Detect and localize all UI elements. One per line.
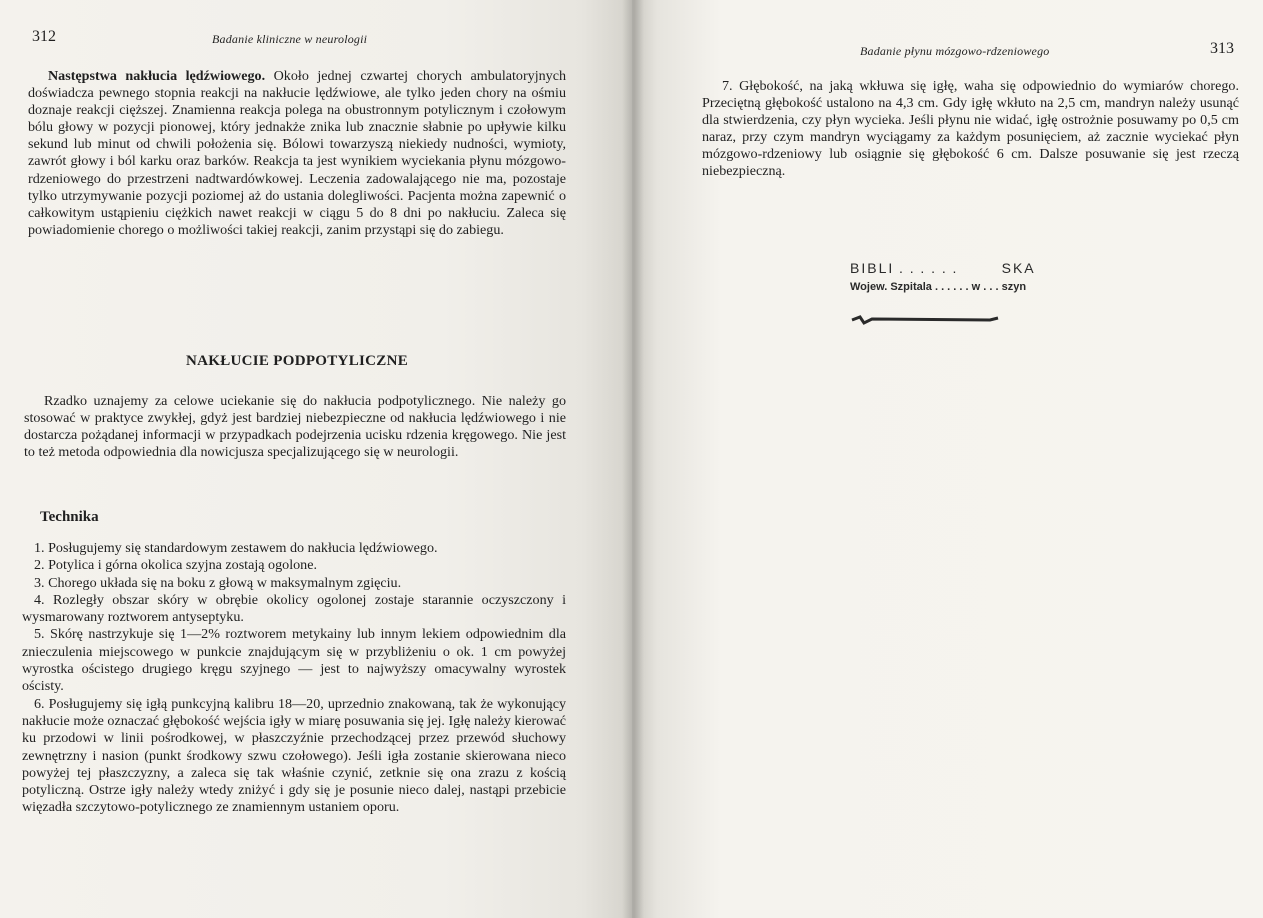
page-number-right: 313	[1210, 40, 1234, 57]
steps-list	[22, 540, 566, 817]
running-head-left: Badanie kliniczne w neurologii	[212, 32, 368, 46]
page-number-left: 312	[32, 28, 56, 45]
step7-paragraph	[702, 78, 1239, 181]
intro-paragraph	[28, 68, 566, 239]
technique-steps	[22, 540, 566, 817]
stamp-line-2: Wojew. Szpitala . . . . . . w . . . szyn	[850, 281, 1027, 293]
step-item: 4. Rozległy obszar skóry w obrębie okolicy ogolonej zostaje starannie oczyszczony i wysmarowany roztworem antyseptyku.	[22, 591, 566, 626]
stamp-underline	[850, 314, 1000, 326]
library-stamp	[850, 256, 1060, 336]
intro-text: Około jednej czwartej chorych ambulatoryjnych doświadcza pewnego stopnia reakcji na nakłucie lędźwiowe, ale tylko jeden chory na ośmiu doznaje reakcji cięższej. Znamienna reakcja polega na obustronnym potylicznym i czołowym bólu głowy w pozycji pionowej, który jednakże znika lub znacznie słabnie po upływie kilku sekund lub minut od chwili położenia się. Bólowi towarzyszą niekiedy nudności, wymioty, zawrót głowy i ból karku oraz barków. Reakcja ta jest wynikiem wyciekania płynu mózgowo-rdzeniowego do przestrzeni nadtwardówkowej. Leczenia zadowalającego nie ma, pozostaje tylko utrzymywanie pozycji poziomej aż do ustania dolegliwości. Pacjenta można zapewnić o całkowitym ustąpieniu ciężkich nawet reakcji w ciągu 5 do 8 dni po nakłuciu. Zaleca się powiadomienie chorego o możliwości takiej reakcji, zanim przystąpi się do zabiegu.	[28, 68, 566, 238]
step-item: 6. Posługujemy się igłą punkcyjną kalibru 18—20, uprzednio znakowaną, tak że wykonujący nakłucie może oznaczać głębokość wejścia igły w miarę posuwania się jej. Igłę należy kierować ku przodowi w linii pośrodkowej, w płaszczyźnie przechodzącej przez przewód słuchowy zewnętrzny i nasion (punkt środkowy szwu czołowego). Jeśli igła zostanie skierowana nieco powyżej tej płaszczyzny, a zaleca się tak właśnie czynić, zetknie się ona zrazu z kością potyliczną. Ostrze igły należy wtedy zniżyć i gdy się je posunie nieco dalej, nastąpi przebicie więzadła szczytowo-potylicznego ze znamiennym ustaniem oporu.	[22, 695, 566, 816]
section-paragraph	[24, 393, 566, 461]
step-item: 3. Chorego układa się na boku z głową w maksymalnym zgięciu.	[34, 574, 402, 591]
step-item: 1. Posługujemy się standardowym zestawem do nakłucia lędźwiowego.	[34, 540, 438, 556]
intro-runin-heading: Następstwa nakłucia lędźwiowego.	[48, 68, 266, 84]
stamp-line-1: BIBLI . . . . . . SKA	[850, 260, 1036, 276]
running-head-right: Badanie płynu mózgowo-rdzeniowego	[860, 44, 1050, 58]
section-text: Rzadko uznajemy za celowe uciekanie się do nakłucia podpotylicznego. Nie należy go stosować w praktyce zwykłej, gdyż jest bardziej niebezpieczne od nakłucia lędźwiowego i nie dostarcza pożądanej informacji w przypadkach podejrzenia ucisku rdzenia kręgowego. Nie jest to też metoda odpowiednia dla nowicjusza specjalizującego się w neurologii.	[24, 393, 566, 461]
step-item: 2. Potylica i górna okolica szyjna zostają ogolone.	[34, 557, 317, 574]
step7-text: 7. Głębokość, na jaką wkłuwa się igłę, waha się odpowiednio do wymiarów chorego. Przeciętną głębokość ustalono na 4,3 cm. Gdy igłę wkłuto na 2,5 cm, mandryn należy usunąć dla stwierdzenia, czy płyn wycieka. Jeśli płynu nie widać, igłę ostrożnie posuwamy po 0,5 cm naraz, przy czym mandryn wyciągamy za każdym posunięciem, aż zacznie wyciekać płyn mózgowo-rdzeniowy lub osiągnie się głębokość 6 cm. Dalsze posuwanie się jest rzeczą niebezpieczną.	[702, 78, 1239, 180]
right-page	[632, 0, 1263, 918]
step-item: 5. Skórę nastrzykuje się 1—2% roztworem metykainy lub innym lekiem odpowiednim dla znieczulenia miejscowego w punkcie znajdującym się w przybliżeniu o ok. 1 cm powyżej wyrostka ościstego drugiego kręgu szyjnego — jest to najwyższy omacywalny wyrostek ościsty.	[22, 626, 566, 695]
section-title: NAKŁUCIE PODPOTYLICZNE	[185, 353, 409, 369]
book-gutter	[622, 0, 644, 918]
technique-heading: Technika	[40, 509, 99, 525]
